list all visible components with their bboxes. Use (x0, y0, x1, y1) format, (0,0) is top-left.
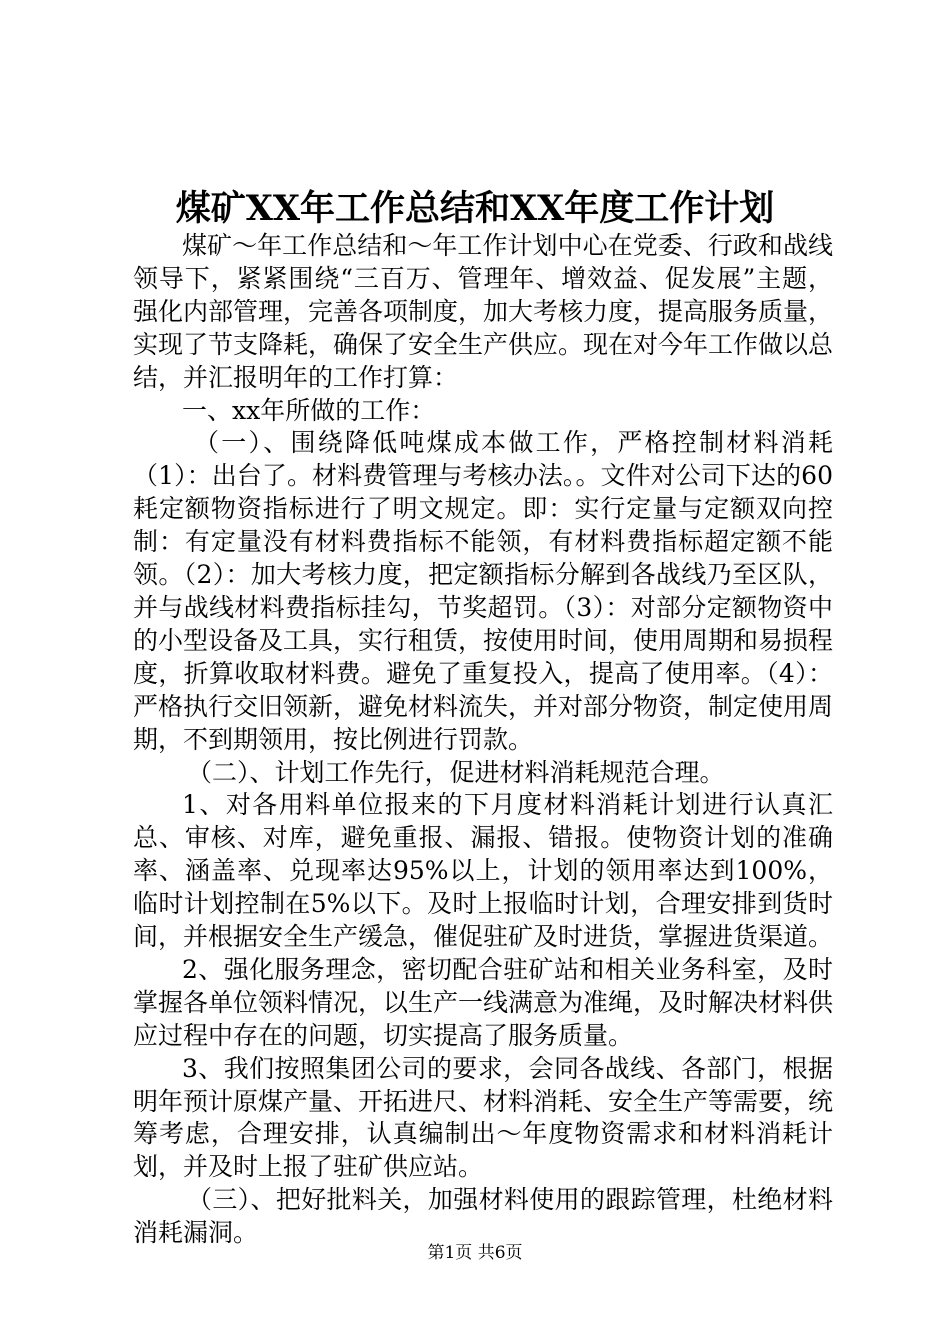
intro-paragraph: 煤矿～年工作总结和～年工作计划中心在党委、行政和战线领导下，紧紧围绕“三百万、管理年、增效益、促发展”主题，强化内部管理，完善各项制度，加大考核力度，提高服务质量，实现了节支降耗，确保了安全生产供应。现在对今年工作做以总结，并汇报明年的工作打算： (133, 231, 834, 392)
document-title: 煤矿XX年工作总结和XX年度工作计划 (175, 188, 775, 229)
document-body (133, 230, 833, 1250)
item-2-paragraph: 2、强化服务理念，密切配合驻矿站和相关业务科室，及时掌握各单位领料情况，以生产一线满意为准绳，及时解决材料供应过程中存在的问题，切实提高了服务质量。 (133, 954, 834, 1050)
section-heading-1: 一、xx年所做的工作： (182, 395, 436, 425)
subsection-1-paragraph: （一）、围绕降低吨煤成本做工作，严格控制材料消耗（1）：出台了。材料费管理与考核办法。。文件对公司下达的60耗定额物资指标进行了明文规定。即：实行定量与定额双向控制：有定量没有材料费指标不能领，有材料费指标超定额不能领。（2）：加大考核力度，把定额指标分解到各战线乃至区队，并与战线材料费指标挂勾，节奖超罚。（3）：对部分定额物资中的小型设备及工具，实行租赁，按使用时间，使用周期和易损程度，折算收取材料费。避免了重复投入，提高了使用率。（4）：严格执行交旧领新，避免材料流失，并对部分物资，制定使用周期，不到期领用，按比例进行罚款。 (133, 428, 834, 754)
subsection-3-paragraph: （三）、把好批料关，加强材料使用的跟踪管理，杜绝材料消耗漏洞。 (133, 1185, 833, 1248)
subsection-2-heading: （二）、计划工作先行，促进材料消耗规范合理。 (187, 757, 725, 787)
item-3-paragraph: 3、我们按照集团公司的要求，会同各战线、各部门，根据明年预计原煤产量、开拓进尺、材料消耗、安全生产等需要，统筹考虑，合理安排，认真编制出～年度物资需求和材料消耗计划，并及时上报了驻矿供应站。 (133, 1053, 834, 1182)
page-number-footer: 第1页 共6页 (427, 1243, 523, 1263)
item-1-paragraph: 1、对各用料单位报来的下月度材料消耗计划进行认真汇总、审核、对库，避免重报、漏报、错报。使物资计划的准确率、涵盖率、兑现率达95%以上，计划的领用率达到100%，临时计划控制在5%以下。及时上报临时计划，合理安排到货时间，并根据安全生产缓急，催促驻矿及时进货，掌握进货渠道。 (133, 790, 834, 952)
